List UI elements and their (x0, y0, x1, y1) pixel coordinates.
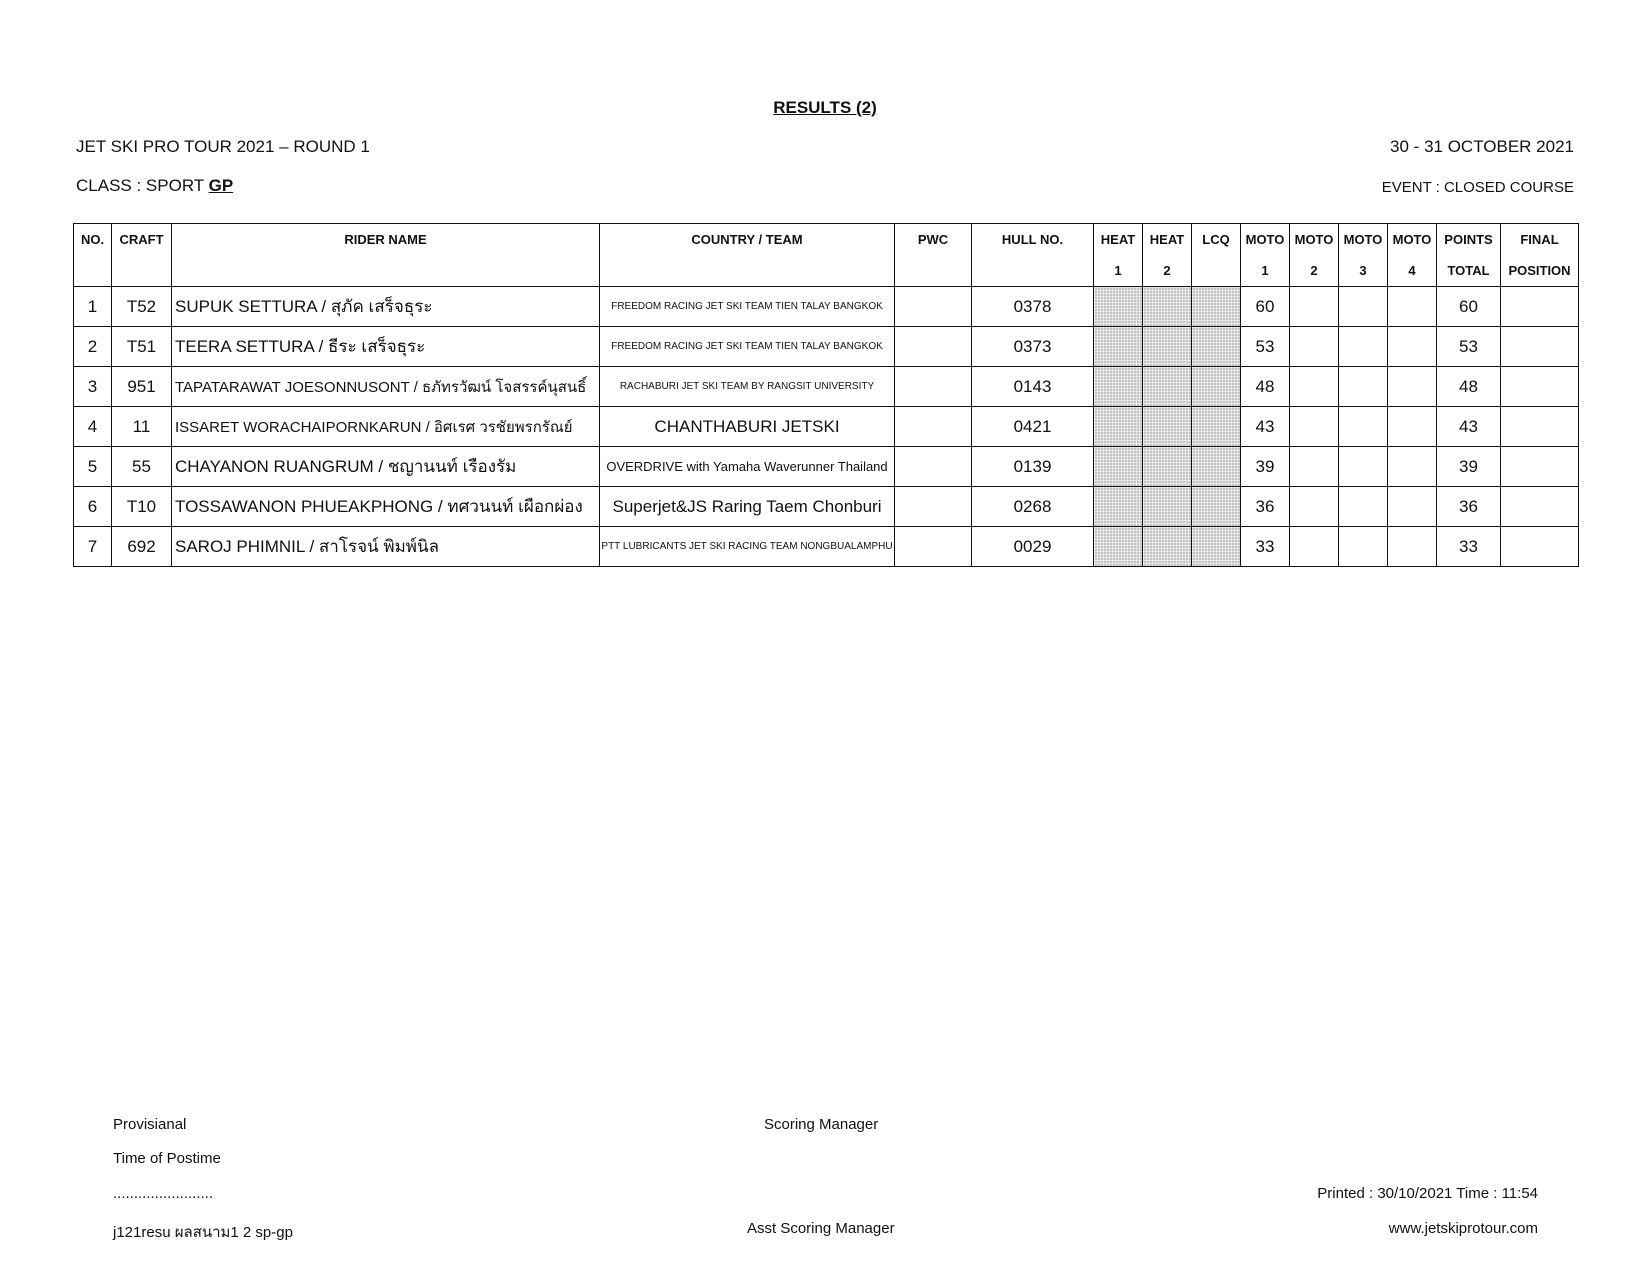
cell-heat2 (1143, 447, 1192, 487)
cell-team: RACHABURI JET SKI TEAM BY RANGSIT UNIVERSITY (600, 367, 895, 407)
cell-final-position (1501, 287, 1579, 327)
col-subheader-moto2: 2 (1290, 255, 1339, 287)
cell-moto1: 48 (1241, 367, 1290, 407)
cell-heat2 (1143, 327, 1192, 367)
cell-final-position (1501, 407, 1579, 447)
cell-points-total: 60 (1437, 287, 1501, 327)
col-header-heat2: HEAT (1143, 224, 1192, 256)
cell-hull: 0373 (972, 327, 1094, 367)
cell-heat2 (1143, 287, 1192, 327)
col-subheader-heat1: 1 (1094, 255, 1143, 287)
cell-lcq (1192, 367, 1241, 407)
cell-moto4 (1388, 407, 1437, 447)
cell-heat2 (1143, 487, 1192, 527)
cell-heat2 (1143, 407, 1192, 447)
table-row (74, 287, 1579, 327)
cell-no: 3 (74, 367, 112, 407)
cell-lcq (1192, 447, 1241, 487)
cell-team: PTT LUBRICANTS JET SKI RACING TEAM NONGBUALAMPHU (600, 527, 895, 567)
cell-points-total: 48 (1437, 367, 1501, 407)
cell-pwc (895, 287, 972, 327)
cell-hull: 0421 (972, 407, 1094, 447)
cell-hull: 0143 (972, 367, 1094, 407)
col-subheader-rider (172, 255, 600, 287)
cell-lcq (1192, 527, 1241, 567)
cell-heat1 (1094, 407, 1143, 447)
cell-pwc (895, 407, 972, 447)
cell-points-total: 53 (1437, 327, 1501, 367)
class-prefix: CLASS : SPORT (76, 176, 209, 195)
cell-craft: 11 (112, 407, 172, 447)
cell-hull: 0139 (972, 447, 1094, 487)
cell-moto4 (1388, 327, 1437, 367)
col-header-lcq: LCQ (1192, 224, 1241, 256)
cell-craft: T10 (112, 487, 172, 527)
col-subheader-no (74, 255, 112, 287)
col-header-moto2: MOTO (1290, 224, 1339, 256)
cell-moto3 (1339, 527, 1388, 567)
cell-moto2 (1290, 527, 1339, 567)
cell-rider: TAPATARAWAT JOESONNUSONT / ธภัทรวัฒน์ โจสรรค์นุสนธิ์ (172, 367, 600, 407)
col-subheader-team (600, 255, 895, 287)
scoring-manager-label: Scoring Manager (764, 1116, 879, 1133)
cell-team: CHANTHABURI JETSKI (600, 407, 895, 447)
cell-points-total: 36 (1437, 487, 1501, 527)
event-type: EVENT : CLOSED COURSE (1381, 179, 1574, 196)
cell-points-total: 43 (1437, 407, 1501, 447)
col-header-moto1: MOTO (1241, 224, 1290, 256)
cell-moto2 (1290, 327, 1339, 367)
cell-moto3 (1339, 287, 1388, 327)
table-row (74, 407, 1579, 447)
cell-pwc (895, 327, 972, 367)
cell-pwc (895, 487, 972, 527)
col-subheader-moto1: 1 (1241, 255, 1290, 287)
cell-heat1 (1094, 367, 1143, 407)
cell-moto4 (1388, 287, 1437, 327)
cell-heat1 (1094, 447, 1143, 487)
cell-moto2 (1290, 367, 1339, 407)
cell-team: Superjet&JS Raring Taem Chonburi (600, 487, 895, 527)
cell-craft: T52 (112, 287, 172, 327)
table-row (74, 487, 1579, 527)
col-subheader-moto4: 4 (1388, 255, 1437, 287)
cell-moto1: 39 (1241, 447, 1290, 487)
cell-no: 7 (74, 527, 112, 567)
col-subheader-craft (112, 255, 172, 287)
cell-final-position (1501, 487, 1579, 527)
col-header-moto3: MOTO (1339, 224, 1388, 256)
col-header-points: POINTS (1437, 224, 1501, 256)
cell-heat2 (1143, 367, 1192, 407)
col-header-pwc: PWC (895, 224, 972, 256)
cell-moto3 (1339, 327, 1388, 367)
col-subheader-lcq (1192, 255, 1241, 287)
col-subheader-heat2: 2 (1143, 255, 1192, 287)
cell-hull: 0029 (972, 527, 1094, 567)
col-header-heat1: HEAT (1094, 224, 1143, 256)
col-header-team: COUNTRY / TEAM (600, 224, 895, 256)
cell-heat1 (1094, 527, 1143, 567)
provisional-label: Provisianal (113, 1116, 187, 1133)
cell-rider: TOSSAWANON PHUEAKPHONG / ทศวนนท์ เผือกผ่อง (172, 487, 600, 527)
cell-moto2 (1290, 487, 1339, 527)
cell-heat2 (1143, 527, 1192, 567)
col-subheader-points: TOTAL (1437, 255, 1501, 287)
time-of-posting-label: Time of Postime (113, 1150, 221, 1167)
cell-lcq (1192, 487, 1241, 527)
class-line (76, 176, 233, 196)
col-header-moto4: MOTO (1388, 224, 1437, 256)
cell-final-position (1501, 327, 1579, 367)
cell-moto4 (1388, 527, 1437, 567)
cell-no: 6 (74, 487, 112, 527)
col-header-craft: CRAFT (112, 224, 172, 256)
cell-craft: 692 (112, 527, 172, 567)
cell-rider: SAROJ PHIMNIL / สาโรจน์ พิมพ์นิล (172, 527, 600, 567)
cell-heat1 (1094, 287, 1143, 327)
cell-moto3 (1339, 407, 1388, 447)
cell-lcq (1192, 407, 1241, 447)
cell-no: 5 (74, 447, 112, 487)
col-subheader-hull (972, 255, 1094, 287)
cell-moto4 (1388, 367, 1437, 407)
cell-lcq (1192, 287, 1241, 327)
results-table (73, 223, 1579, 567)
col-subheader-moto3: 3 (1339, 255, 1388, 287)
cell-no: 2 (74, 327, 112, 367)
cell-no: 4 (74, 407, 112, 447)
table-row (74, 447, 1579, 487)
table-row (74, 367, 1579, 407)
cell-moto1: 33 (1241, 527, 1290, 567)
cell-lcq (1192, 327, 1241, 367)
cell-moto1: 53 (1241, 327, 1290, 367)
col-subheader-pwc (895, 255, 972, 287)
cell-moto3 (1339, 487, 1388, 527)
cell-moto1: 60 (1241, 287, 1290, 327)
cell-moto2 (1290, 407, 1339, 447)
table-body (74, 287, 1579, 567)
cell-hull: 0378 (972, 287, 1094, 327)
col-subheader-final: POSITION (1501, 255, 1579, 287)
cell-rider: CHAYANON RUANGRUM / ชญานนท์ เรืองรัม (172, 447, 600, 487)
page-title: RESULTS (2) (773, 98, 877, 117)
cell-team: OVERDRIVE with Yamaha Waverunner Thailand (600, 447, 895, 487)
asst-scoring-manager-label: Asst Scoring Manager (747, 1220, 895, 1237)
cell-pwc (895, 447, 972, 487)
cell-final-position (1501, 527, 1579, 567)
printed-timestamp: Printed : 30/10/2021 Time : 11:54 (1317, 1185, 1538, 1202)
table-header (74, 224, 1579, 287)
cell-rider: ISSARET WORACHAIPORNKARUN / อิศเรศ วรชัยพรกรัณย์ (172, 407, 600, 447)
event-date: 30 - 31 OCTOBER 2021 (1390, 137, 1574, 156)
cell-rider: SUPUK SETTURA / สุภัค เสร็จธุระ (172, 287, 600, 327)
cell-moto4 (1388, 447, 1437, 487)
class-name: GP (208, 176, 234, 195)
cell-rider: TEERA SETTURA / ธีระ เสร็จธุระ (172, 327, 600, 367)
table-row (74, 327, 1579, 367)
cell-moto1: 43 (1241, 407, 1290, 447)
cell-moto4 (1388, 487, 1437, 527)
cell-moto3 (1339, 447, 1388, 487)
file-reference: j121resu ผลสนาม1 2 sp-gp (113, 1224, 293, 1241)
cell-moto2 (1290, 447, 1339, 487)
col-header-final: FINAL (1501, 224, 1579, 256)
cell-pwc (895, 527, 972, 567)
cell-moto2 (1290, 287, 1339, 327)
cell-no: 1 (74, 287, 112, 327)
cell-craft: 951 (112, 367, 172, 407)
cell-points-total: 33 (1437, 527, 1501, 567)
event-name: JET SKI PRO TOUR 2021 – ROUND 1 (76, 137, 370, 156)
website-link[interactable]: www.jetskiprotour.com (1388, 1220, 1538, 1237)
cell-pwc (895, 367, 972, 407)
cell-craft: 55 (112, 447, 172, 487)
cell-moto3 (1339, 367, 1388, 407)
cell-moto1: 36 (1241, 487, 1290, 527)
col-header-no: NO. (74, 224, 112, 256)
table-row (74, 527, 1579, 567)
cell-heat1 (1094, 327, 1143, 367)
cell-heat1 (1094, 487, 1143, 527)
posting-time-dots: ........................ (113, 1185, 214, 1202)
cell-hull: 0268 (972, 487, 1094, 527)
cell-final-position (1501, 447, 1579, 487)
cell-points-total: 39 (1437, 447, 1501, 487)
cell-team: FREEDOM RACING JET SKI TEAM TIEN TALAY BANGKOK (600, 287, 895, 327)
col-header-rider: RIDER NAME (172, 224, 600, 256)
cell-final-position (1501, 367, 1579, 407)
cell-team: FREEDOM RACING JET SKI TEAM TIEN TALAY BANGKOK (600, 327, 895, 367)
col-header-hull: HULL NO. (972, 224, 1094, 256)
cell-craft: T51 (112, 327, 172, 367)
